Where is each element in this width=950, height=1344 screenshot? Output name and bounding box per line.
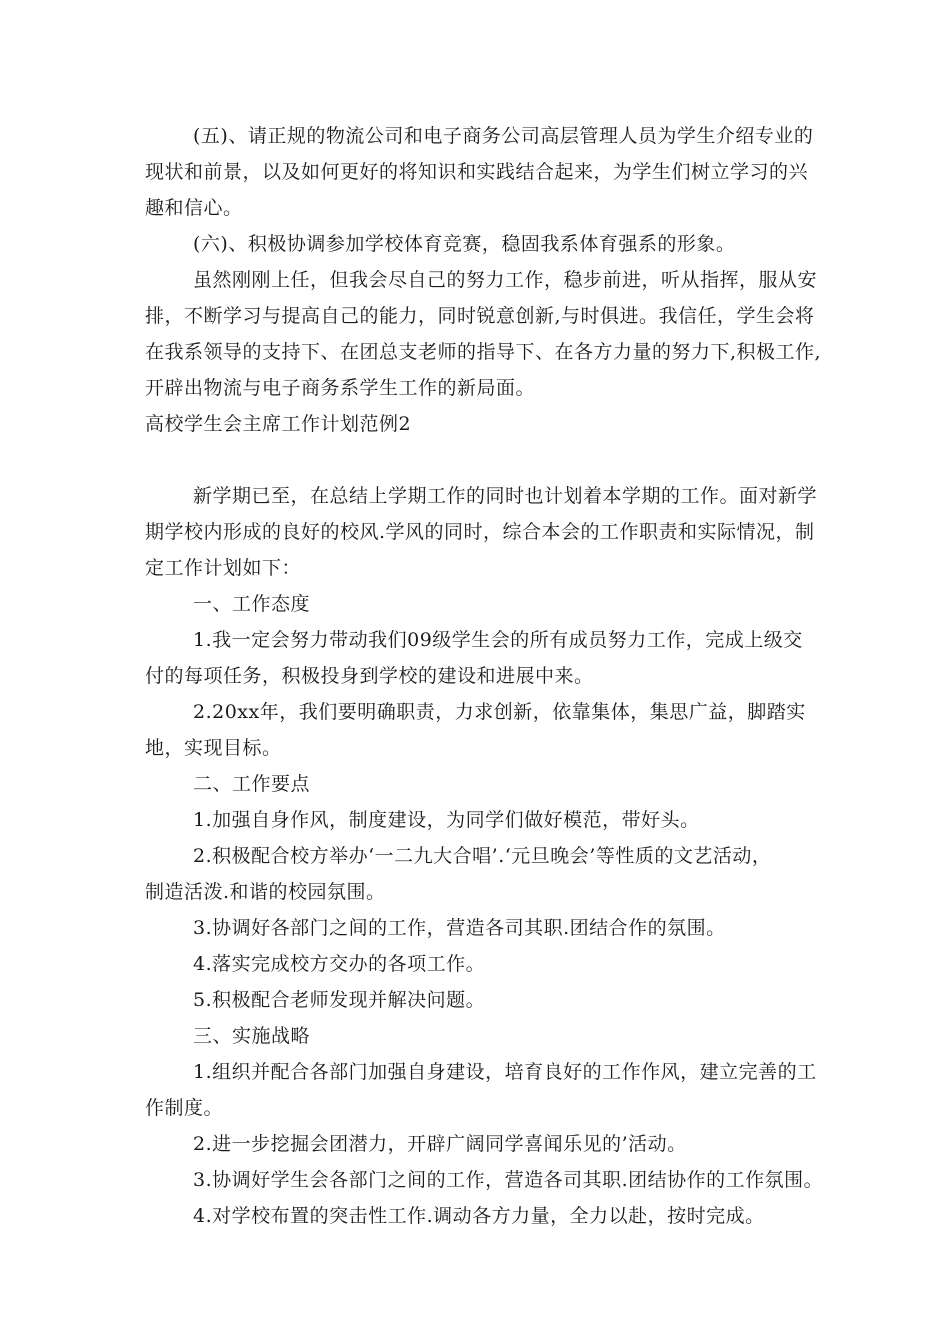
list-item-line: 制造活泼.和谐的校园氛围。 [145, 881, 386, 903]
list-item-line: 4.对学校布置的突击性工作.调动各方力量，全力以赴，按时完成。 [193, 1205, 765, 1227]
list-item-line: 地，实现目标。 [145, 737, 282, 759]
list-item-line: 3.协调好学生会各部门之间的工作，营造各司其职.团结协作的工作氛围。 [193, 1169, 824, 1191]
paragraph-line: 在我系领导的支持下、在团总支老师的指导下、在各方力量的努力下,积极工作, [145, 341, 822, 363]
list-item-line: 2.进一步挖掘会团潜力，开辟广阔同学喜闻乐见的’活动。 [193, 1133, 687, 1155]
list-item-line: 1.我一定会努力带动我们09级学生会的所有成员努力工作，完成上级交 [193, 629, 803, 651]
list-item-line: 2.积极配合校方举办‘一二九大合唱’.‘元旦晚会’等性质的文艺活动， [193, 845, 772, 867]
paragraph-line: (五)、请正规的物流公司和电子商务公司高层管理人员为学生介绍专业的 [193, 125, 814, 147]
paragraph-line: 期学校内形成的良好的校风.学风的同时，综合本会的工作职责和实际情况，制 [145, 521, 815, 543]
list-item-line: 3.协调好各部门之间的工作，营造各司其职.团结合作的氛围。 [193, 917, 726, 939]
paragraph-line: 排，不断学习与提高自己的能力，同时锐意创新,与时俱进。我信任，学生会将 [145, 305, 815, 327]
list-item-line: 1.组织并配合各部门加强自身建设，培育良好的工作作风，建立完善的工 [193, 1061, 817, 1083]
paragraph-line: 虽然刚刚上任，但我会尽自己的努力工作，稳步前进，听从指挥，服从安 [193, 269, 818, 291]
paragraph-line: 开辟出物流与电子商务系学生工作的新局面。 [145, 377, 536, 399]
list-item-line: 1.加强自身作风，制度建设，为同学们做好模范，带好头。 [193, 809, 700, 831]
list-item-line: 2.20xx年，我们要明确职责，力求创新，依靠集体，集思广益，脚踏实 [193, 701, 806, 723]
section-heading: 二、工作要点 [193, 773, 311, 795]
list-item-line: 付的每项任务，积极投身到学校的建设和进展中来。 [145, 665, 594, 687]
paragraph-line: 定工作计划如下： [145, 557, 302, 579]
list-item-line: 4.落实完成校方交办的各项工作。 [193, 953, 486, 975]
paragraph-line: 趣和信心。 [145, 197, 243, 219]
paragraph-line: 新学期已至，在总结上学期工作的同时也计划着本学期的工作。面对新学 [193, 485, 818, 507]
paragraph-line: (六)、积极协调参加学校体育竞赛，稳固我系体育强系的形象。 [193, 233, 736, 255]
list-item-line: 5.积极配合老师发现并解决问题。 [193, 989, 486, 1011]
paragraph-line: 现状和前景，以及如何更好的将知识和实践结合起来，为学生们树立学习的兴 [145, 161, 809, 183]
section-title: 高校学生会主席工作计划范例2 [145, 413, 412, 435]
section-heading: 一、工作态度 [193, 593, 311, 615]
list-item-line: 作制度。 [145, 1097, 224, 1119]
section-heading: 三、实施战略 [193, 1025, 311, 1047]
